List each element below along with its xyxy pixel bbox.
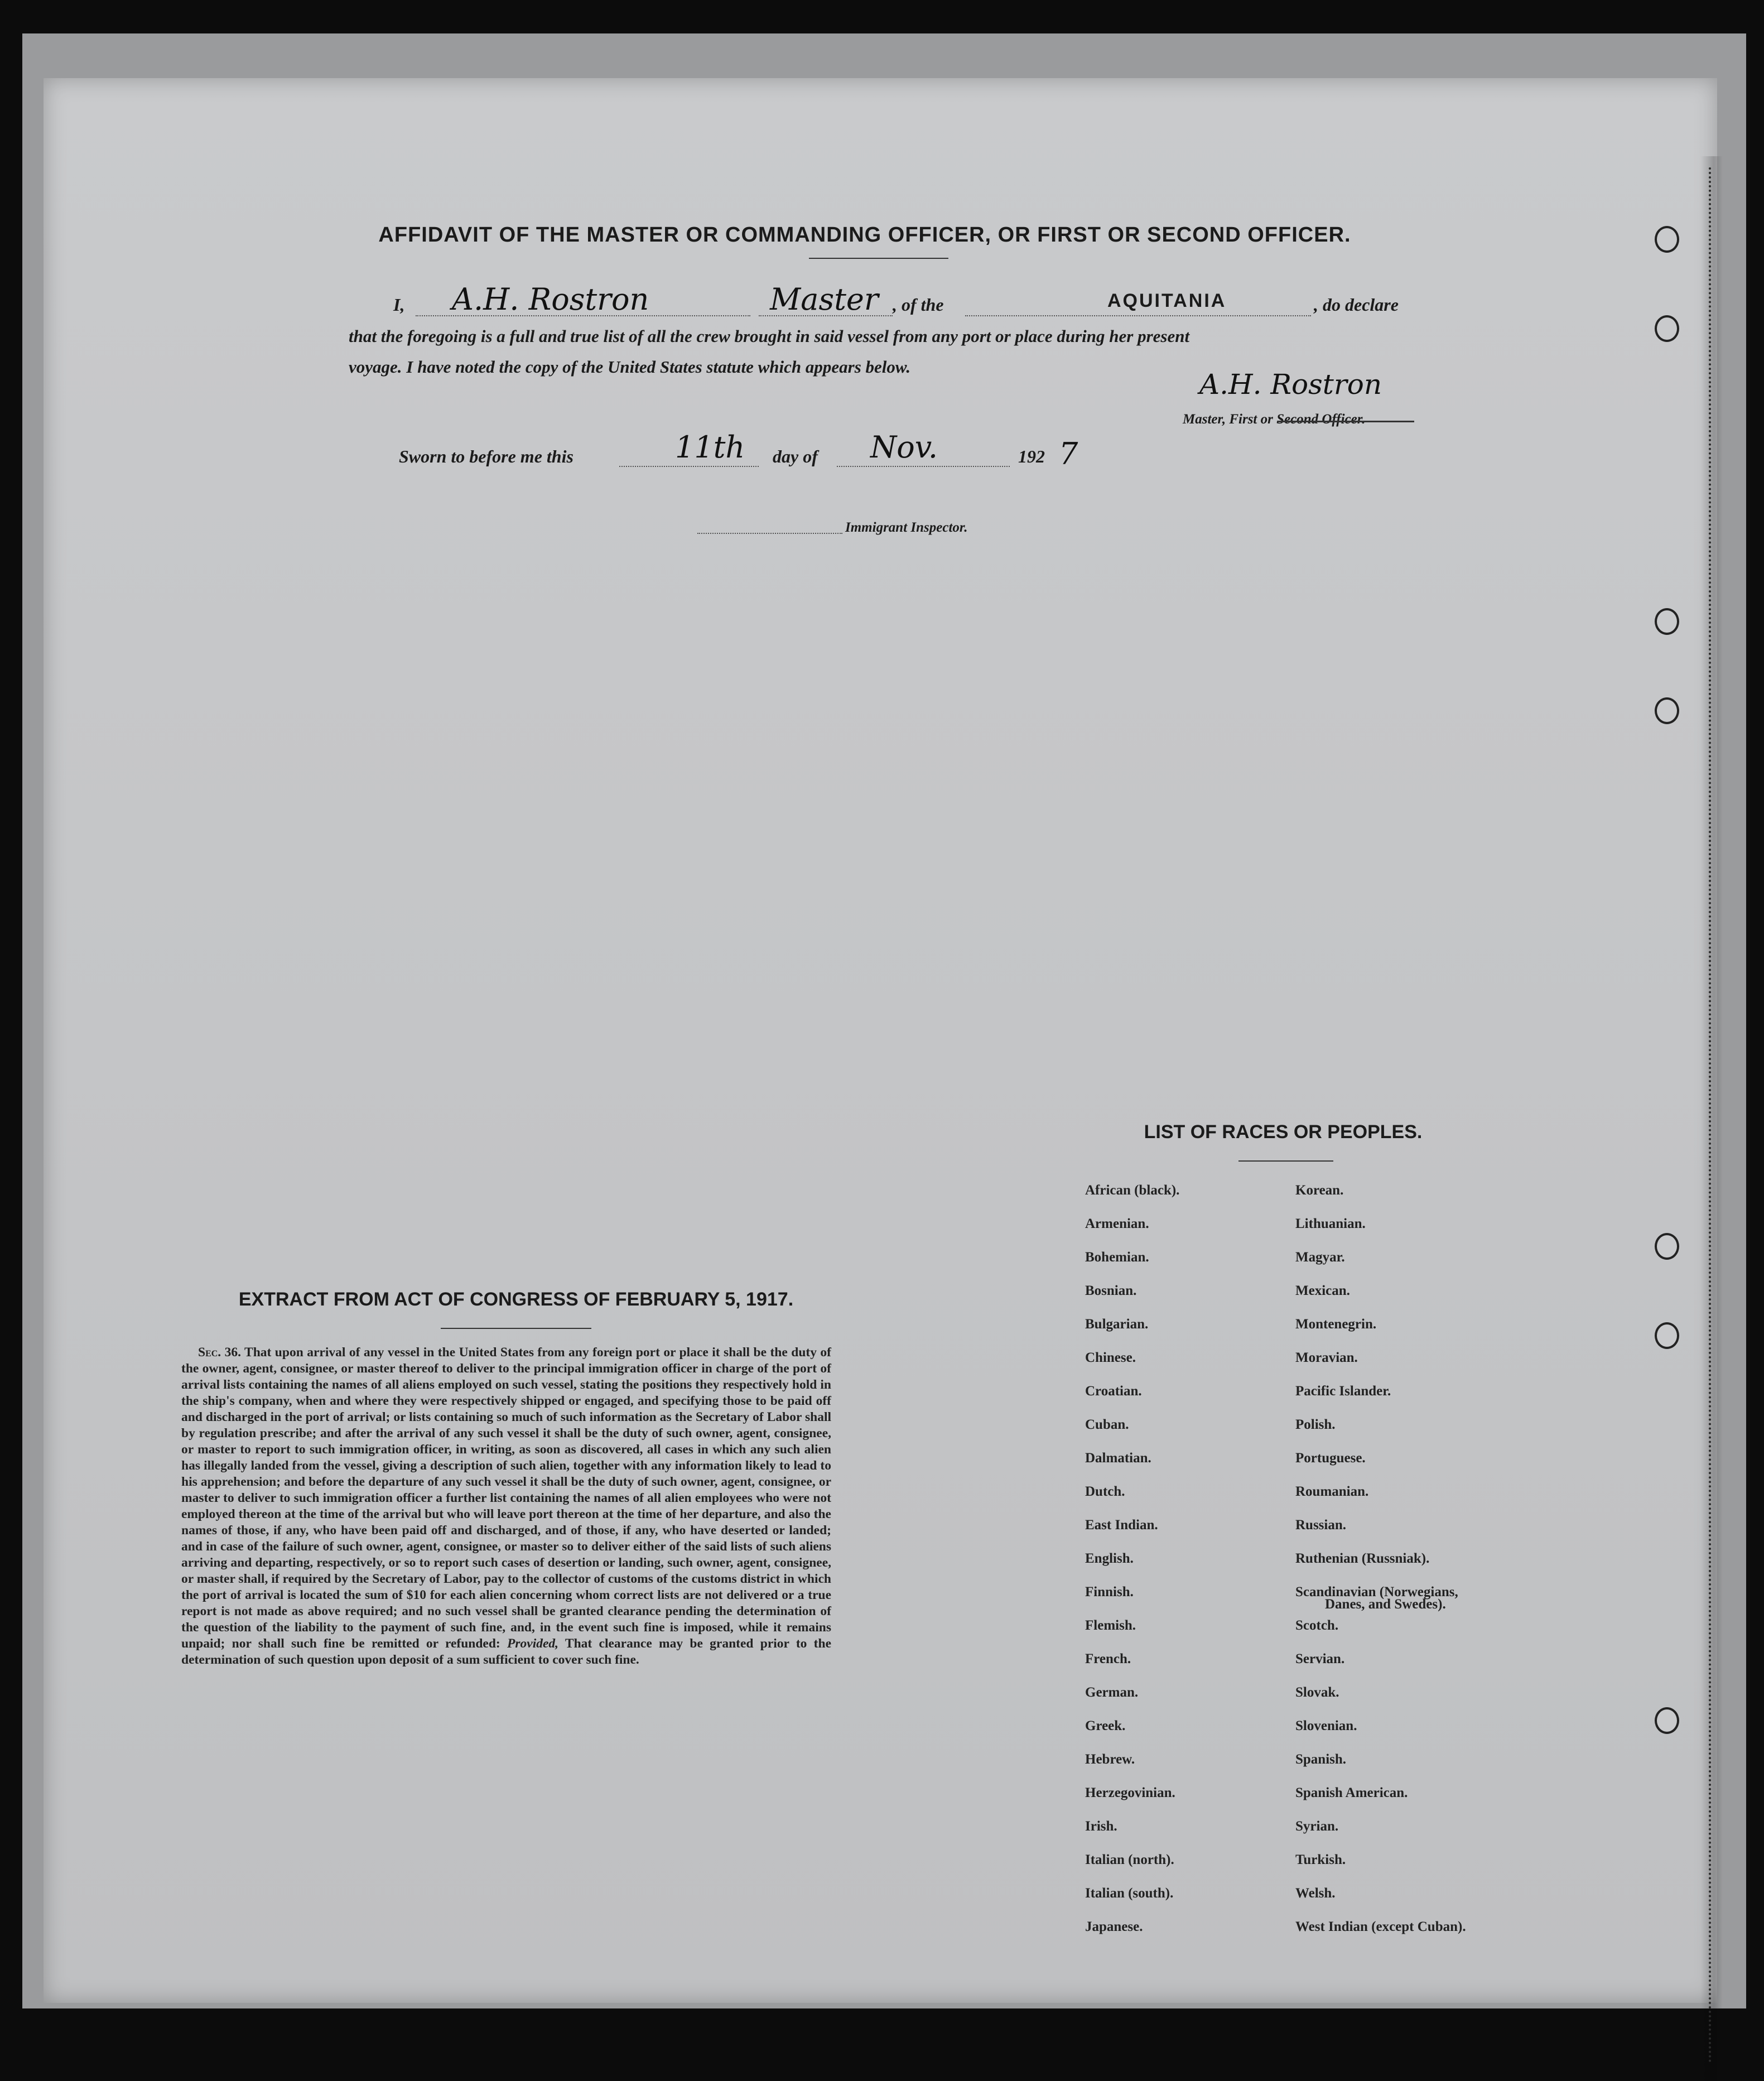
race-item: Croatian. (1085, 1384, 1142, 1399)
page-fold-shadow (1700, 156, 1723, 2081)
section-label: Sec. 36. (198, 1345, 241, 1360)
strike-first-second (1278, 421, 1414, 422)
provided-label: Provided, (507, 1636, 559, 1651)
race-item: Bosnian. (1085, 1283, 1137, 1298)
year-printed: 192 (1018, 446, 1045, 466)
race-item: Russian. (1295, 1518, 1347, 1533)
statute-text (181, 1345, 831, 1668)
affidavit-line-2: that the foregoing is a full and true list of all the crew brought in said vessel from any port or place during her present (349, 326, 1190, 346)
sworn-month: Nov. (870, 430, 938, 465)
race-item: English. (1085, 1551, 1134, 1566)
position-handwritten: Master (770, 282, 879, 317)
day-of-label: day of (773, 446, 818, 466)
race-item: Portuguese. (1295, 1451, 1366, 1466)
year-handwritten: 7 (1059, 436, 1078, 471)
race-item: Finnish. (1085, 1584, 1134, 1600)
of-the-label: , of the (893, 295, 944, 315)
master-signature: A.H. Rostron (1199, 368, 1382, 401)
race-item: Italian (north). (1085, 1852, 1174, 1867)
race-item: Dutch. (1085, 1484, 1125, 1499)
race-item: Irish. (1085, 1819, 1117, 1834)
race-item: West Indian (except Cuban). (1295, 1919, 1466, 1934)
race-item: Welsh. (1295, 1886, 1336, 1901)
race-item: Korean. (1295, 1183, 1344, 1198)
race-item: German. (1085, 1685, 1139, 1700)
race-item: Polish. (1295, 1417, 1336, 1432)
perforation-line (1709, 167, 1711, 2064)
affidavit-line-3: voyage. I have noted the copy of the United States statute which appears below. (349, 357, 911, 377)
month-line (837, 466, 1010, 467)
race-item: Bohemian. (1085, 1250, 1149, 1265)
binding-hole (1655, 1707, 1679, 1734)
extract-title: EXTRACT FROM ACT OF CONGRESS OF FEBRUARY 5, 1917. (238, 1289, 794, 1310)
race-item: Magyar. (1295, 1250, 1345, 1265)
race-item: Montenegrin. (1295, 1317, 1377, 1332)
race-item: Dalmatian. (1085, 1451, 1151, 1466)
race-item: African (black). (1085, 1183, 1180, 1198)
race-item: Lithuanian. (1295, 1216, 1366, 1231)
binding-hole (1655, 315, 1679, 342)
binding-hole (1655, 226, 1679, 253)
race-item: Pacific Islander. (1295, 1384, 1391, 1399)
position-line (759, 315, 893, 316)
declare-label: , do declare (1314, 295, 1399, 315)
name-line (416, 315, 750, 316)
race-item: Slovenian. (1295, 1718, 1357, 1733)
race-item: French. (1085, 1651, 1131, 1666)
affidavit-title: AFFIDAVIT OF THE MASTER OR COMMANDING OFFICER, OR FIRST OR SECOND OFFICER. (378, 223, 1351, 247)
signature-name: A.H. Rostron (452, 282, 649, 317)
race-item: Scotch. (1295, 1618, 1339, 1633)
race-item: Japanese. (1085, 1919, 1143, 1934)
race-item: Mexican. (1295, 1283, 1350, 1298)
race-item: East Indian. (1085, 1518, 1158, 1533)
race-item: Hebrew. (1085, 1752, 1135, 1767)
race-item-cont: Danes, and Swedes). (1325, 1597, 1446, 1612)
race-item: Ruthenian (Russniak). (1295, 1551, 1430, 1566)
sworn-day: 11th (675, 430, 745, 465)
race-item: Moravian. (1295, 1350, 1358, 1365)
signature-caption: Master, First or Second Officer. (1183, 412, 1366, 427)
vessel-line (965, 315, 1311, 316)
race-item: Spanish American. (1295, 1785, 1408, 1800)
race-item: Chinese. (1085, 1350, 1136, 1365)
i-label: I, (393, 295, 405, 315)
sworn-label: Sworn to before me this (399, 446, 573, 466)
race-item: Italian (south). (1085, 1886, 1174, 1901)
races-underline (1238, 1160, 1333, 1162)
day-line (619, 466, 759, 467)
title-underline (809, 258, 948, 259)
inspector-caption: Immigrant Inspector. (845, 520, 968, 535)
section-body-end: That clearance may be granted prior to the determination of such question upon deposit of a sum sufficient to cover such fine. (181, 1636, 832, 1667)
extract-underline (441, 1328, 591, 1329)
races-title: LIST OF RACES OR PEOPLES. (1144, 1121, 1423, 1143)
race-item: Roumanian. (1295, 1484, 1369, 1499)
race-item: Greek. (1085, 1718, 1126, 1733)
race-item: Spanish. (1295, 1752, 1347, 1767)
binding-hole (1655, 1322, 1679, 1349)
race-item: Slovak. (1295, 1685, 1339, 1700)
race-item: Syrian. (1295, 1819, 1339, 1834)
race-item: Flemish. (1085, 1618, 1136, 1633)
race-item: Turkish. (1295, 1852, 1346, 1867)
race-item: Scandinavian (Norwegians, (1295, 1584, 1458, 1600)
race-item: Bulgarian. (1085, 1317, 1149, 1332)
inspector-line (697, 533, 842, 534)
vessel-name: AQUITANIA (1107, 290, 1227, 311)
race-item: Cuban. (1085, 1417, 1129, 1432)
section-body: That upon arrival of any vessel in the United States from any foreign port or place it shall be the duty of the owner, agent, consignee, or master thereof to deliver to the principal immigration officer in charge of the port of arrival lists containing the names of all aliens employed on such vessel, stating the positions they respectively hold in the ship's company, when and where they were respectively shipped or engaged, and specifying those to be paid off and discharged in the port of arrival; or lists containing so much of such information as the Secretary of Labor shall by regulation prescribe; and after the arrival of any such vessel it shall be the duty of such owner, agent, consignee, or master to report to such immigration officer, in writing, as soon as discovered, all cases in which any such alien has illegally landed from the vessel, giving a description of such alien, together with any information likely to lead to his apprehension; and before the departure of any such vessel it shall be the duty of such owner, agent, consignee, or master to deliver to such immigration officer a further list containing the names of all alien employees who were not employed thereon at the time of the arrival but who will leave port thereon at the time of her departure, and also the names of those, if any, who have been paid off and discharged, and of those, if any, who have deserted or landed; and in case of the failure of such owner, agent, consignee, or master so to deliver either of the said lists of such aliens arriving and departing, respectively, or so to report such cases of desertion or landing, such owner, agent, consignee, or master shall, if required by the Secretary of Labor, pay to the collector of customs of the customs district in which the port of arrival is located the sum of $10 for each alien concerning whom correct lists are not delivered or a true report is not made as above required; and no such vessel shall be granted clearance pending the determination of the question of the liability to the payment of such fine, and, in the event such fine is imposed, while it remains unpaid; nor shall such fine be remitted or refunded: (181, 1345, 832, 1651)
binding-hole (1655, 608, 1679, 635)
race-item: Herzegovinian. (1085, 1785, 1175, 1800)
binding-hole (1655, 1233, 1679, 1260)
binding-hole (1655, 697, 1679, 724)
race-item: Armenian. (1085, 1216, 1149, 1231)
race-item: Servian. (1295, 1651, 1345, 1666)
